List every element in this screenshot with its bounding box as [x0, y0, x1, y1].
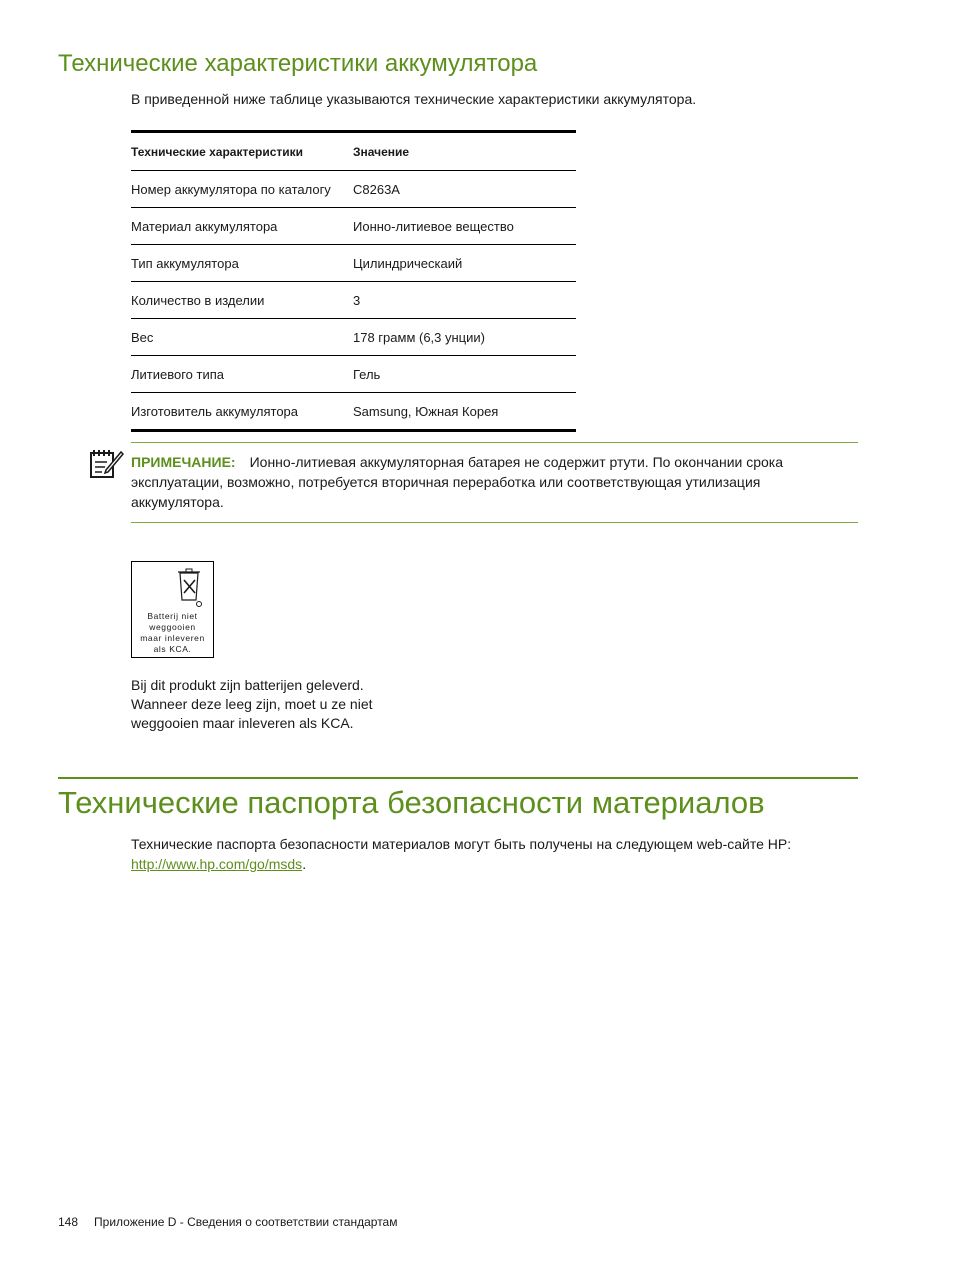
table-row: [131, 393, 576, 431]
dutch-battery-notice: [131, 676, 431, 733]
dutch-line: Wanneer deze leeg zijn, moet u ze niet: [131, 696, 373, 712]
table-cell-characteristic: Материал аккумулятора: [131, 208, 353, 245]
msds-period: .: [302, 856, 307, 872]
kca-caption-line: Batterij niet: [147, 611, 198, 621]
note-paragraph: [131, 452, 851, 512]
kca-battery-logo: [131, 561, 214, 658]
table-cell-characteristic: Тип аккумулятора: [131, 245, 353, 282]
table-row: [131, 245, 576, 282]
table-cell-value: 178 грамм (6,3 унции): [353, 319, 576, 356]
table-header-row: [131, 132, 576, 171]
table-cell-value: Цилиндрическаий: [353, 245, 576, 282]
kca-caption-line: maar inleveren: [140, 633, 205, 643]
table-cell-value: Ионно-литиевое вещество: [353, 208, 576, 245]
table-cell-characteristic: Количество в изделии: [131, 282, 353, 319]
table-cell-characteristic: Вес: [131, 319, 353, 356]
note-text: Ионно-литиевая аккумуляторная батарея не содержит ртути. По окончании срока эксплуатации, возможно, потребуется вторичная переработка или соответствующая утилизация аккумулятора.: [131, 454, 784, 510]
section-title-msds: Технические паспорта безопасности материалов: [58, 785, 765, 820]
kca-caption: [132, 611, 213, 655]
page-footer: [58, 1215, 397, 1229]
note-pencil-icon: [88, 448, 124, 480]
table-cell-value: C8263A: [353, 171, 576, 208]
section-title-battery-specs: Технические характеристики аккумулятора: [58, 50, 538, 77]
page-number: 148: [58, 1215, 79, 1229]
note-bottom-divider: [131, 522, 858, 523]
table-cell-characteristic: Изготовитель аккумулятора: [131, 393, 353, 431]
table-cell-characteristic: Литиевого типа: [131, 356, 353, 393]
kca-caption-line: als KCA.: [153, 644, 192, 654]
msds-text: Технические паспорта безопасности материалов могут быть получены на следующем web-сайте HP:: [131, 836, 792, 852]
table-row: [131, 319, 576, 356]
table-cell-value: 3: [353, 282, 576, 319]
battery-specs-table: [131, 130, 576, 432]
table-cell-value: Samsung, Южная Корея: [353, 393, 576, 431]
column-header-characteristic: Технические характеристики: [131, 132, 353, 171]
msds-paragraph: [131, 834, 851, 874]
crossed-bin-icon: [176, 566, 204, 608]
battery-specs-intro: В приведенной ниже таблице указываются технические характеристики аккумулятора.: [131, 91, 697, 107]
column-header-value: Значение: [353, 132, 576, 171]
table-row: [131, 208, 576, 245]
table-row: [131, 282, 576, 319]
table-row: [131, 356, 576, 393]
note-top-divider: [131, 442, 858, 443]
dutch-line: weggooien maar inleveren als KCA.: [131, 715, 354, 731]
table-cell-characteristic: Номер аккумулятора по каталогу: [131, 171, 353, 208]
msds-link[interactable]: http://www.hp.com/go/msds: [131, 856, 303, 872]
table-cell-value: Гель: [353, 356, 576, 393]
section-divider: [58, 777, 858, 779]
table-row: [131, 171, 576, 208]
footer-text: Приложение D - Сведения о соответствии стандартам: [94, 1215, 398, 1229]
note-label: ПРИМЕЧАНИЕ:: [131, 454, 236, 470]
dutch-line: Bij dit produkt zijn batterijen geleverd.: [131, 677, 364, 693]
kca-caption-line: weggooien: [149, 622, 196, 632]
